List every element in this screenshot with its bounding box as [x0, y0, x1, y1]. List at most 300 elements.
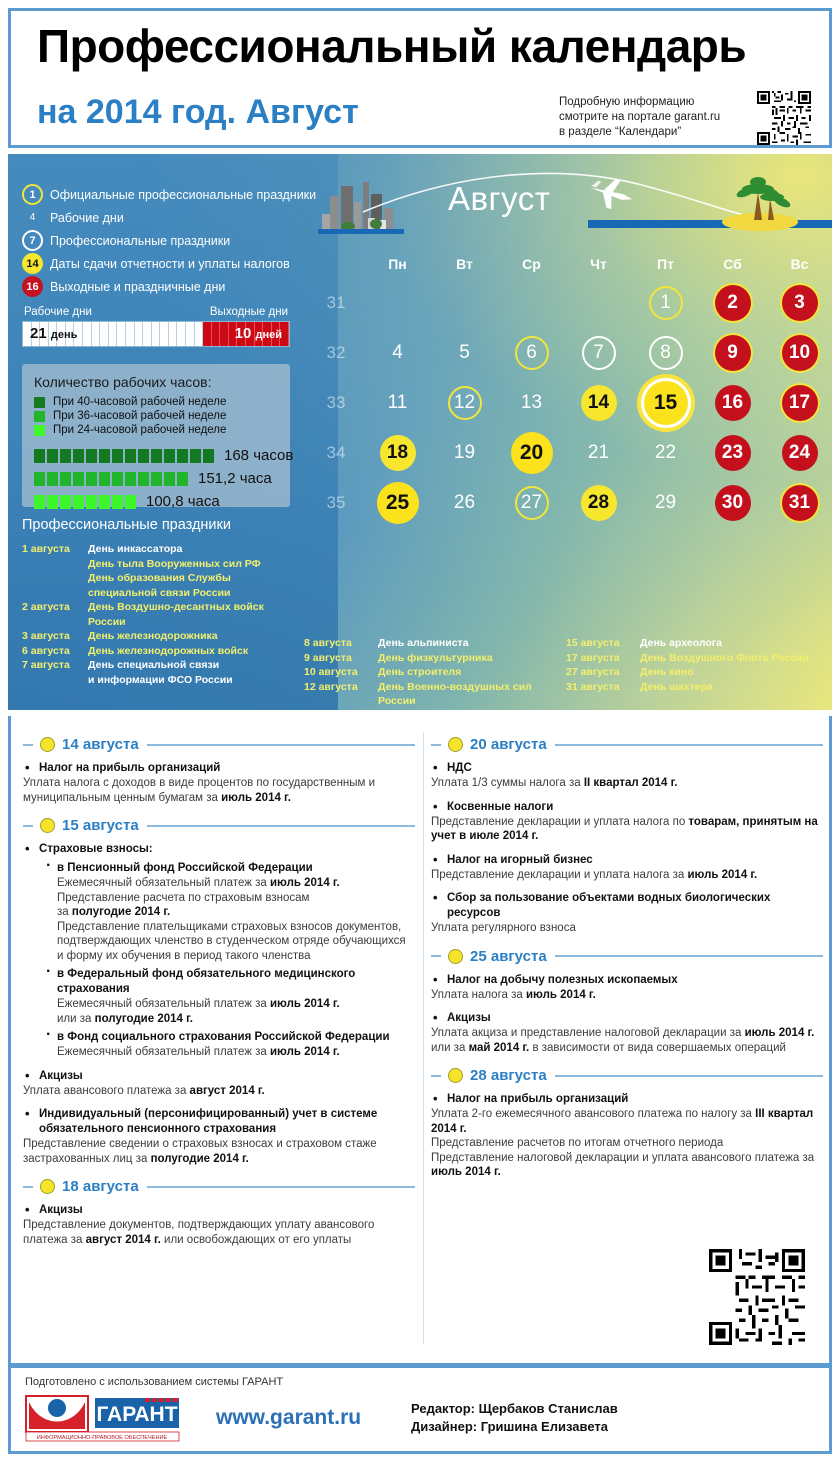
working-hours-segment: [47, 472, 58, 486]
calendar-day-19[interactable]: 19: [453, 442, 476, 463]
calendar-week-number: 35: [326, 493, 346, 512]
calendar-day-18[interactable]: 18: [380, 435, 416, 471]
prof-holiday-row: [22, 586, 322, 601]
working-hours-segment: [86, 495, 97, 509]
header: [8, 8, 832, 148]
legend-label-workdays: Рабочие дни: [50, 210, 124, 225]
section-dash: [431, 744, 441, 746]
calendar-cell: [431, 478, 498, 528]
footer-note: Подготовлено с использованием системы ГАРАНТ: [25, 1376, 284, 1388]
workday-cell: [92, 322, 101, 346]
workdays-bar-headers: [22, 306, 290, 321]
tax-item: [23, 761, 415, 805]
footer-editor: Редактор: Щербаков Станислав: [411, 1401, 618, 1416]
tax-section-header: [23, 736, 415, 753]
working-hours-segment: [203, 449, 214, 463]
prof-holiday-row: [304, 636, 566, 651]
tax-section-header: [431, 1067, 823, 1084]
working-hours-segment: [164, 449, 175, 463]
tax-section-header: [23, 817, 415, 834]
tax-details-panel: [8, 716, 832, 1366]
working-hours-swatch-icon: [34, 397, 45, 408]
tax-details-right-column: [431, 724, 823, 1189]
calendar-cell: [632, 478, 699, 528]
calendar-cell: [431, 428, 498, 478]
offday-cell: [220, 322, 229, 346]
working-hours-title: Количество рабочих часов:: [34, 374, 212, 390]
footer: [8, 1366, 832, 1454]
calendar-week-number: 32: [326, 343, 346, 362]
calendar-cell: [766, 278, 832, 328]
legend-badge-tax-icon: 14: [22, 253, 43, 274]
prof-holiday-row: [566, 651, 828, 666]
working-hours-segment: [151, 449, 162, 463]
workday-cell: [177, 322, 186, 346]
tax-section-header: [431, 948, 823, 965]
working-hours-segment: [112, 495, 123, 509]
working-hours-legend: [34, 396, 278, 436]
section-marker-icon: [448, 1068, 463, 1083]
calendar-day-9[interactable]: 9: [715, 335, 751, 371]
tax-section-header: [23, 1178, 415, 1195]
calendar-cell: [364, 278, 431, 328]
tax-subitem-title: · в Фонд социального страхования Российской Федерации: [45, 1030, 415, 1045]
weekday-thu: Чт: [590, 256, 607, 272]
prof-holiday-row: [22, 542, 322, 557]
tax-item: [431, 891, 823, 936]
calendar-cell: [632, 378, 699, 428]
legend-label-official: Официальные профессиональные праздники: [50, 187, 317, 202]
calendar-cell: [498, 478, 565, 528]
working-hours-legend-label: При 40-часовой рабочей неделе: [53, 396, 227, 408]
workday-cell: [135, 322, 144, 346]
workday-cell: [126, 322, 135, 346]
calendar-day-29[interactable]: 29: [654, 492, 677, 513]
working-hours-segment: [73, 495, 84, 509]
section-dash: [23, 1186, 33, 1188]
garant-url-link[interactable]: www.garant.ru: [216, 1406, 362, 1429]
island-icon: [722, 177, 798, 231]
calendar-cell: [364, 328, 431, 378]
calendar-week-row: [308, 328, 832, 378]
working-hours-legend-item: [34, 424, 278, 436]
calendar-cell: [699, 428, 766, 478]
calendar-cell: [498, 428, 565, 478]
working-hours-legend-label: При 24-часовой рабочей неделе: [53, 424, 227, 436]
working-hours-segment: [151, 472, 162, 486]
calendar-cell: [699, 278, 766, 328]
calendar-day-2[interactable]: 2: [715, 285, 751, 321]
legend-label-weekend: Выходные и праздничные дни: [50, 279, 226, 294]
legend-badge-official-icon: 1: [22, 184, 43, 205]
prof-holiday-date: 2 августа: [22, 601, 70, 613]
tax-section-date: 14 августа: [62, 736, 139, 753]
prof-holidays-bottom-col2: [566, 636, 828, 709]
calendar-cell: [431, 278, 498, 328]
prof-holiday-date: 10 августа: [304, 666, 358, 678]
tax-item-title: • Страховые взносы:: [23, 842, 415, 857]
legend-badge-weekend-icon: 16: [22, 276, 43, 297]
page-title: Профессиональный календарь: [37, 20, 747, 72]
legend-badge-workdays-icon: 4: [29, 212, 36, 223]
working-hours-segment: [99, 472, 110, 486]
working-hours-value: 151,2 часа: [198, 470, 272, 487]
prof-holiday-row: [22, 673, 322, 688]
calendar-cell: [565, 478, 632, 528]
prof-holiday-date: 8 августа: [304, 637, 352, 649]
garant-logo-subtitle: ИНФОРМАЦИОННО-ПРАВОВОЕ ОБЕСПЕЧЕНИЕ: [36, 1435, 168, 1441]
working-hours-segment: [177, 449, 188, 463]
qr-code-footer-icon: [709, 1249, 805, 1345]
working-hours-bar-row: [34, 492, 278, 511]
legend-item-weekend: [22, 276, 332, 297]
calendar-day-5[interactable]: 5: [459, 342, 470, 363]
section-rule: [147, 744, 415, 746]
workday-cell: [117, 322, 126, 346]
working-hours-segment: [125, 472, 136, 486]
working-hours-bar-row: [34, 446, 294, 465]
calendar-day-31[interactable]: 31: [782, 485, 818, 521]
calendar-cell: [498, 278, 565, 328]
calendar-day-26[interactable]: 26: [453, 492, 476, 513]
calendar-week-row: [308, 478, 832, 528]
prof-holiday-date: 17 августа: [566, 651, 620, 664]
working-hours-legend-item: [34, 396, 278, 408]
calendar-cell: [565, 278, 632, 328]
tax-section-header: [431, 736, 823, 753]
calendar-cell: [632, 328, 699, 378]
calendar-day-21[interactable]: 21: [587, 442, 610, 463]
prof-holiday-name: День физкультурника: [378, 651, 493, 664]
prof-holiday-date: 27 августа: [566, 666, 620, 678]
prof-holiday-name: День Воздушно-десантных войск: [88, 601, 264, 613]
tax-item-title: • Налог на прибыль организаций: [431, 1092, 823, 1107]
weekday-wed: Ср: [522, 256, 541, 272]
working-hours-legend-item: [34, 410, 278, 422]
calendar-day-13[interactable]: 13: [520, 392, 543, 413]
legend-item-professional: [22, 230, 332, 251]
prof-holiday-row: [22, 629, 322, 644]
calendar-cell: [498, 328, 565, 378]
legend-item-official: [22, 184, 332, 205]
tax-section-date: 18 августа: [62, 1178, 139, 1195]
tax-item-body: Уплата 1/3 суммы налога за II квартал 2014 г.: [431, 777, 678, 789]
tax-item-body: Уплата акциза и представление налоговой декларации за июль 2014 г. или за май 2014 г. в зависимости от вида совершаемых операций: [431, 1027, 815, 1054]
prof-holiday-name: и информации ФСО России: [88, 673, 233, 686]
calendar-day-30[interactable]: 30: [715, 485, 751, 521]
tax-item-body: Представление сведении о страховых взносах и страховом стаже застрахованных лиц за полугодие 2014 г.: [23, 1138, 377, 1165]
prof-holiday-date: 6 августа: [22, 644, 70, 657]
weekday-fri: Пт: [657, 256, 674, 272]
calendar-day-4[interactable]: 4: [392, 342, 403, 363]
tax-item: [431, 761, 823, 791]
prof-holidays-bottom: [304, 636, 828, 709]
tax-item: [431, 973, 823, 1003]
prof-holiday-name: День специальной связи: [88, 659, 220, 671]
working-hours-segment: [34, 495, 45, 509]
section-dash: [431, 955, 441, 957]
calendar-cell: [498, 378, 565, 428]
working-hours-segment: [138, 449, 149, 463]
section-marker-icon: [448, 737, 463, 752]
section-dash: [23, 744, 33, 746]
banner-illustration: [308, 170, 832, 242]
working-hours-bar: [34, 495, 138, 509]
calendar-week-row: [308, 278, 832, 328]
section-marker-icon: [40, 818, 55, 833]
workdays-bar: [22, 321, 290, 347]
tax-item: [23, 1107, 415, 1166]
tax-subitem-body: Ежемесячный обязательный платеж за июль 2014 г. или за полугодие 2014 г.: [57, 998, 340, 1025]
offday-cell: [203, 322, 212, 346]
prof-holiday-name: День строителя: [378, 666, 462, 678]
month-banner: [308, 170, 832, 242]
working-hours-box: [22, 364, 294, 510]
tax-item-title: • Индивидуальный (персонифицированный) учет в системе обязательного пенсионного страхования: [23, 1107, 415, 1137]
tax-section-date: 25 августа: [470, 947, 547, 965]
city-skyline-icon: [318, 182, 404, 234]
tax-item-title: • Косвенные налоги: [431, 800, 823, 815]
prof-holiday-row: [566, 636, 828, 651]
working-hours-value: 168 часов: [224, 447, 294, 464]
working-hours-legend-label: При 36-часовой рабочей неделе: [53, 410, 227, 422]
garant-logo-text: ГАРАНТ: [96, 1403, 178, 1426]
working-hours-segment: [99, 495, 110, 509]
prof-holiday-name: специальной связи России: [88, 586, 231, 599]
calendar-week-number: 33: [326, 393, 346, 412]
workday-cell: [100, 322, 109, 346]
calendar-day-24[interactable]: 24: [782, 435, 818, 471]
calendar-day-17[interactable]: 17: [782, 385, 818, 421]
workdays-bar-widget: [22, 306, 290, 347]
working-hours-segment: [99, 449, 110, 463]
prof-holiday-row: [22, 557, 322, 572]
working-hours-swatch-icon: [34, 411, 45, 422]
calendar-cell: [364, 378, 431, 428]
calendar-cell: [565, 328, 632, 378]
tax-item: [23, 1203, 415, 1247]
calendar-day-6[interactable]: 6: [515, 336, 549, 370]
calendar-cell: [766, 328, 832, 378]
section-rule: [147, 1186, 415, 1188]
garant-logo-icon: [25, 1394, 190, 1442]
workday-cell: [195, 322, 204, 346]
working-hours-value: 100,8 часа: [146, 493, 220, 510]
calendar-weekday-header: [308, 250, 832, 278]
offday-cell: [212, 322, 221, 346]
calendar-cell: [766, 428, 832, 478]
prof-holiday-name: День альпиниста: [378, 637, 469, 649]
working-hours-segment: [73, 472, 84, 486]
prof-holiday-name: День Военно-воздушных сил России: [378, 680, 532, 707]
prof-holiday-name: День Воздушного Флота России: [640, 651, 809, 664]
working-hours-segment: [47, 449, 58, 463]
workday-cell: [186, 322, 195, 346]
tax-section-date: 28 августа: [470, 1067, 547, 1084]
calendar-cell: [431, 328, 498, 378]
tax-item-body: Уплата 2-го ежемесячного авансового платежа по налогу за III квартал 2014 г. Представление расчетов по итогам отчетного периода Представление налоговой декларации и уплата авансового платежа за июль 2014 г.: [431, 1108, 815, 1178]
working-hours-segment: [164, 472, 175, 486]
workday-cell: [143, 322, 152, 346]
calendar-day-22[interactable]: 22: [654, 442, 677, 463]
calendar-day-15[interactable]: 15: [644, 381, 688, 425]
prof-holiday-date: 15 августа: [566, 637, 620, 649]
tax-subitem-title: · в Федеральный фонд обязательного медицинского страхования: [45, 967, 415, 997]
prof-holiday-name: День железнодорожных войск: [88, 644, 249, 657]
prof-holiday-date: 7 августа: [22, 659, 70, 671]
tax-item-title: • Сбор за пользование объектами водных биологических ресурсов: [431, 891, 823, 921]
calendar-cell: [699, 478, 766, 528]
calendar-cell: [565, 378, 632, 428]
tax-subitem: [45, 967, 415, 1026]
prof-holiday-name: День образования Службы: [88, 572, 231, 584]
header-note-line2: смотрите на портале garant.ru: [559, 111, 721, 123]
footer-designer: Дизайнер: Гришина Елизавета: [411, 1419, 608, 1434]
tax-item-title: • Налог на игорный бизнес: [431, 853, 823, 868]
calendar-cell: [364, 478, 431, 528]
working-hours-segment: [60, 495, 71, 509]
calendar-cell: [632, 428, 699, 478]
calendar-cell: [632, 278, 699, 328]
working-hours-bar: [34, 472, 190, 486]
calendar-day-11[interactable]: 11: [387, 392, 408, 413]
working-hours-segment: [34, 449, 45, 463]
prof-holidays-title: Профессиональные праздники: [22, 517, 231, 533]
calendar-day-16[interactable]: 16: [715, 385, 751, 421]
calendar-week-number: 31: [326, 293, 346, 312]
tax-item: [431, 1011, 823, 1055]
working-hours-segment: [60, 449, 71, 463]
working-hours-bars: [34, 446, 294, 511]
calendar-day-8[interactable]: 8: [649, 336, 683, 370]
workday-cell: [169, 322, 178, 346]
tax-subitem: [45, 1030, 415, 1060]
workday-cell: [83, 322, 92, 346]
workday-cell: [152, 322, 161, 346]
working-hours-segment: [60, 472, 71, 486]
flight-path-icon: [363, 173, 778, 222]
prof-holiday-row: [304, 680, 566, 709]
prof-holiday-row: [22, 571, 322, 586]
weekday-tue: Вт: [456, 256, 473, 272]
prof-holiday-name: День инкассатора: [88, 543, 183, 555]
prof-holiday-name: День железнодорожника: [88, 630, 218, 642]
tax-item-title: • Акцизы: [23, 1203, 415, 1218]
workdays-count: 21 день: [30, 325, 78, 342]
calendar-panel: [8, 154, 832, 710]
workdays-bar-label-off: Выходные дни: [209, 306, 288, 318]
calendar-cell: [766, 478, 832, 528]
working-hours-bar-row: [34, 469, 278, 488]
tax-item: [431, 800, 823, 844]
calendar-day-23[interactable]: 23: [715, 435, 751, 471]
header-note: [559, 95, 720, 140]
section-marker-icon: [40, 737, 55, 752]
working-hours-segment: [47, 495, 58, 509]
tax-item-body: Уплата налога с доходов в виде процентов по государственным и муниципальным ценным бумагам за июль 2014 г.: [23, 777, 376, 804]
header-note-line3: в разделе “Календари”: [559, 126, 682, 138]
working-hours-segment: [125, 449, 136, 463]
prof-holiday-date: 31 августа: [566, 680, 620, 693]
calendar-day-20[interactable]: 20: [511, 432, 553, 474]
tax-item: [431, 853, 823, 883]
tax-subitem-title: · в Пенсионный фонд Российской Федерации: [45, 861, 415, 876]
offdays-count: 10 дней: [234, 325, 282, 342]
calendar-grid: [308, 250, 832, 528]
prof-holidays-bottom-col1: [304, 636, 566, 709]
legend-badge-professional-icon: 7: [22, 230, 43, 251]
working-hours-segment: [112, 449, 123, 463]
calendar-week-number: 34: [326, 443, 346, 462]
qr-code-icon: [757, 91, 811, 145]
calendar-cell: [431, 378, 498, 428]
calendar-day-27[interactable]: 27: [515, 486, 549, 520]
tax-item-title: • Налог на прибыль организаций: [23, 761, 415, 776]
section-marker-icon: [40, 1179, 55, 1194]
month-title: Август: [448, 180, 551, 217]
section-rule: [555, 1075, 823, 1077]
calendar-cell: [699, 378, 766, 428]
working-hours-segment: [177, 472, 188, 486]
weekday-sun: Вс: [790, 256, 809, 272]
calendar-cell: [699, 328, 766, 378]
prof-holidays-left-list: [22, 542, 322, 687]
tax-item-body: Уплата регулярного взноса: [431, 922, 576, 934]
page-subtitle: на 2014 год. Август: [37, 93, 359, 131]
prof-holiday-name: День кино: [640, 666, 694, 678]
tax-item-body: Уплата налога за июль 2014 г.: [431, 988, 596, 1001]
working-hours-segment: [73, 449, 84, 463]
tax-section-date: 15 августа: [62, 817, 139, 834]
calendar-day-28[interactable]: 28: [581, 485, 617, 521]
section-dash: [431, 1075, 441, 1077]
calendar-day-1[interactable]: 1: [649, 286, 683, 320]
calendar-day-25[interactable]: 25: [377, 482, 419, 524]
working-hours-segment: [190, 449, 201, 463]
tax-item-body: Представление декларации и уплата налога за июль 2014 г.: [431, 868, 758, 881]
working-hours-segment: [138, 472, 149, 486]
tax-item-title: • Налог на добычу полезных ископаемых: [431, 973, 823, 988]
tax-item-body: Представление декларации и уплата налога по товарам, принятым на учет в июле 2014 г.: [431, 815, 818, 842]
calendar-day-14[interactable]: 14: [581, 385, 617, 421]
calendar-day-3[interactable]: 3: [782, 285, 818, 321]
tax-item: [23, 1069, 415, 1099]
prof-holiday-name: День археолога: [640, 637, 723, 649]
calendar-day-7[interactable]: 7: [582, 336, 616, 370]
prof-holiday-name: День шахтера: [640, 680, 713, 693]
calendar-day-12[interactable]: 12: [448, 386, 482, 420]
prof-holiday-name: России: [88, 615, 126, 628]
footer-credits: [411, 1400, 618, 1436]
prof-holiday-row: [304, 665, 566, 680]
prof-holiday-row: [22, 615, 322, 630]
section-rule: [147, 825, 415, 827]
legend-label-professional: Профессиональные праздники: [50, 233, 231, 248]
working-hours-bar: [34, 449, 216, 463]
weekday-sat: Сб: [723, 256, 742, 272]
workday-cell: [109, 322, 118, 346]
tax-subitem-body: Ежемесячный обязательный платеж за июль 2014 г. Представление расчета по страховым взносам за полугодие 2014 г. Представление плательщиками страховых взносов документов, подтверждающих членство в студенческом отряде обучающихся и форму их обучения в период такого членства: [57, 877, 406, 962]
calendar-day-10[interactable]: 10: [782, 335, 818, 371]
working-hours-segment: [86, 472, 97, 486]
tax-subitem-body: Ежемесячный обязательный платеж за июль 2014 г.: [57, 1046, 340, 1058]
calendar-week-row: [308, 428, 832, 478]
prof-holiday-date: 1 августа: [22, 543, 70, 555]
tax-details-left-column: [23, 724, 415, 1256]
workday-cell: [160, 322, 169, 346]
working-hours-swatch-icon: [34, 425, 45, 436]
prof-holiday-date: 9 августа: [304, 651, 352, 664]
